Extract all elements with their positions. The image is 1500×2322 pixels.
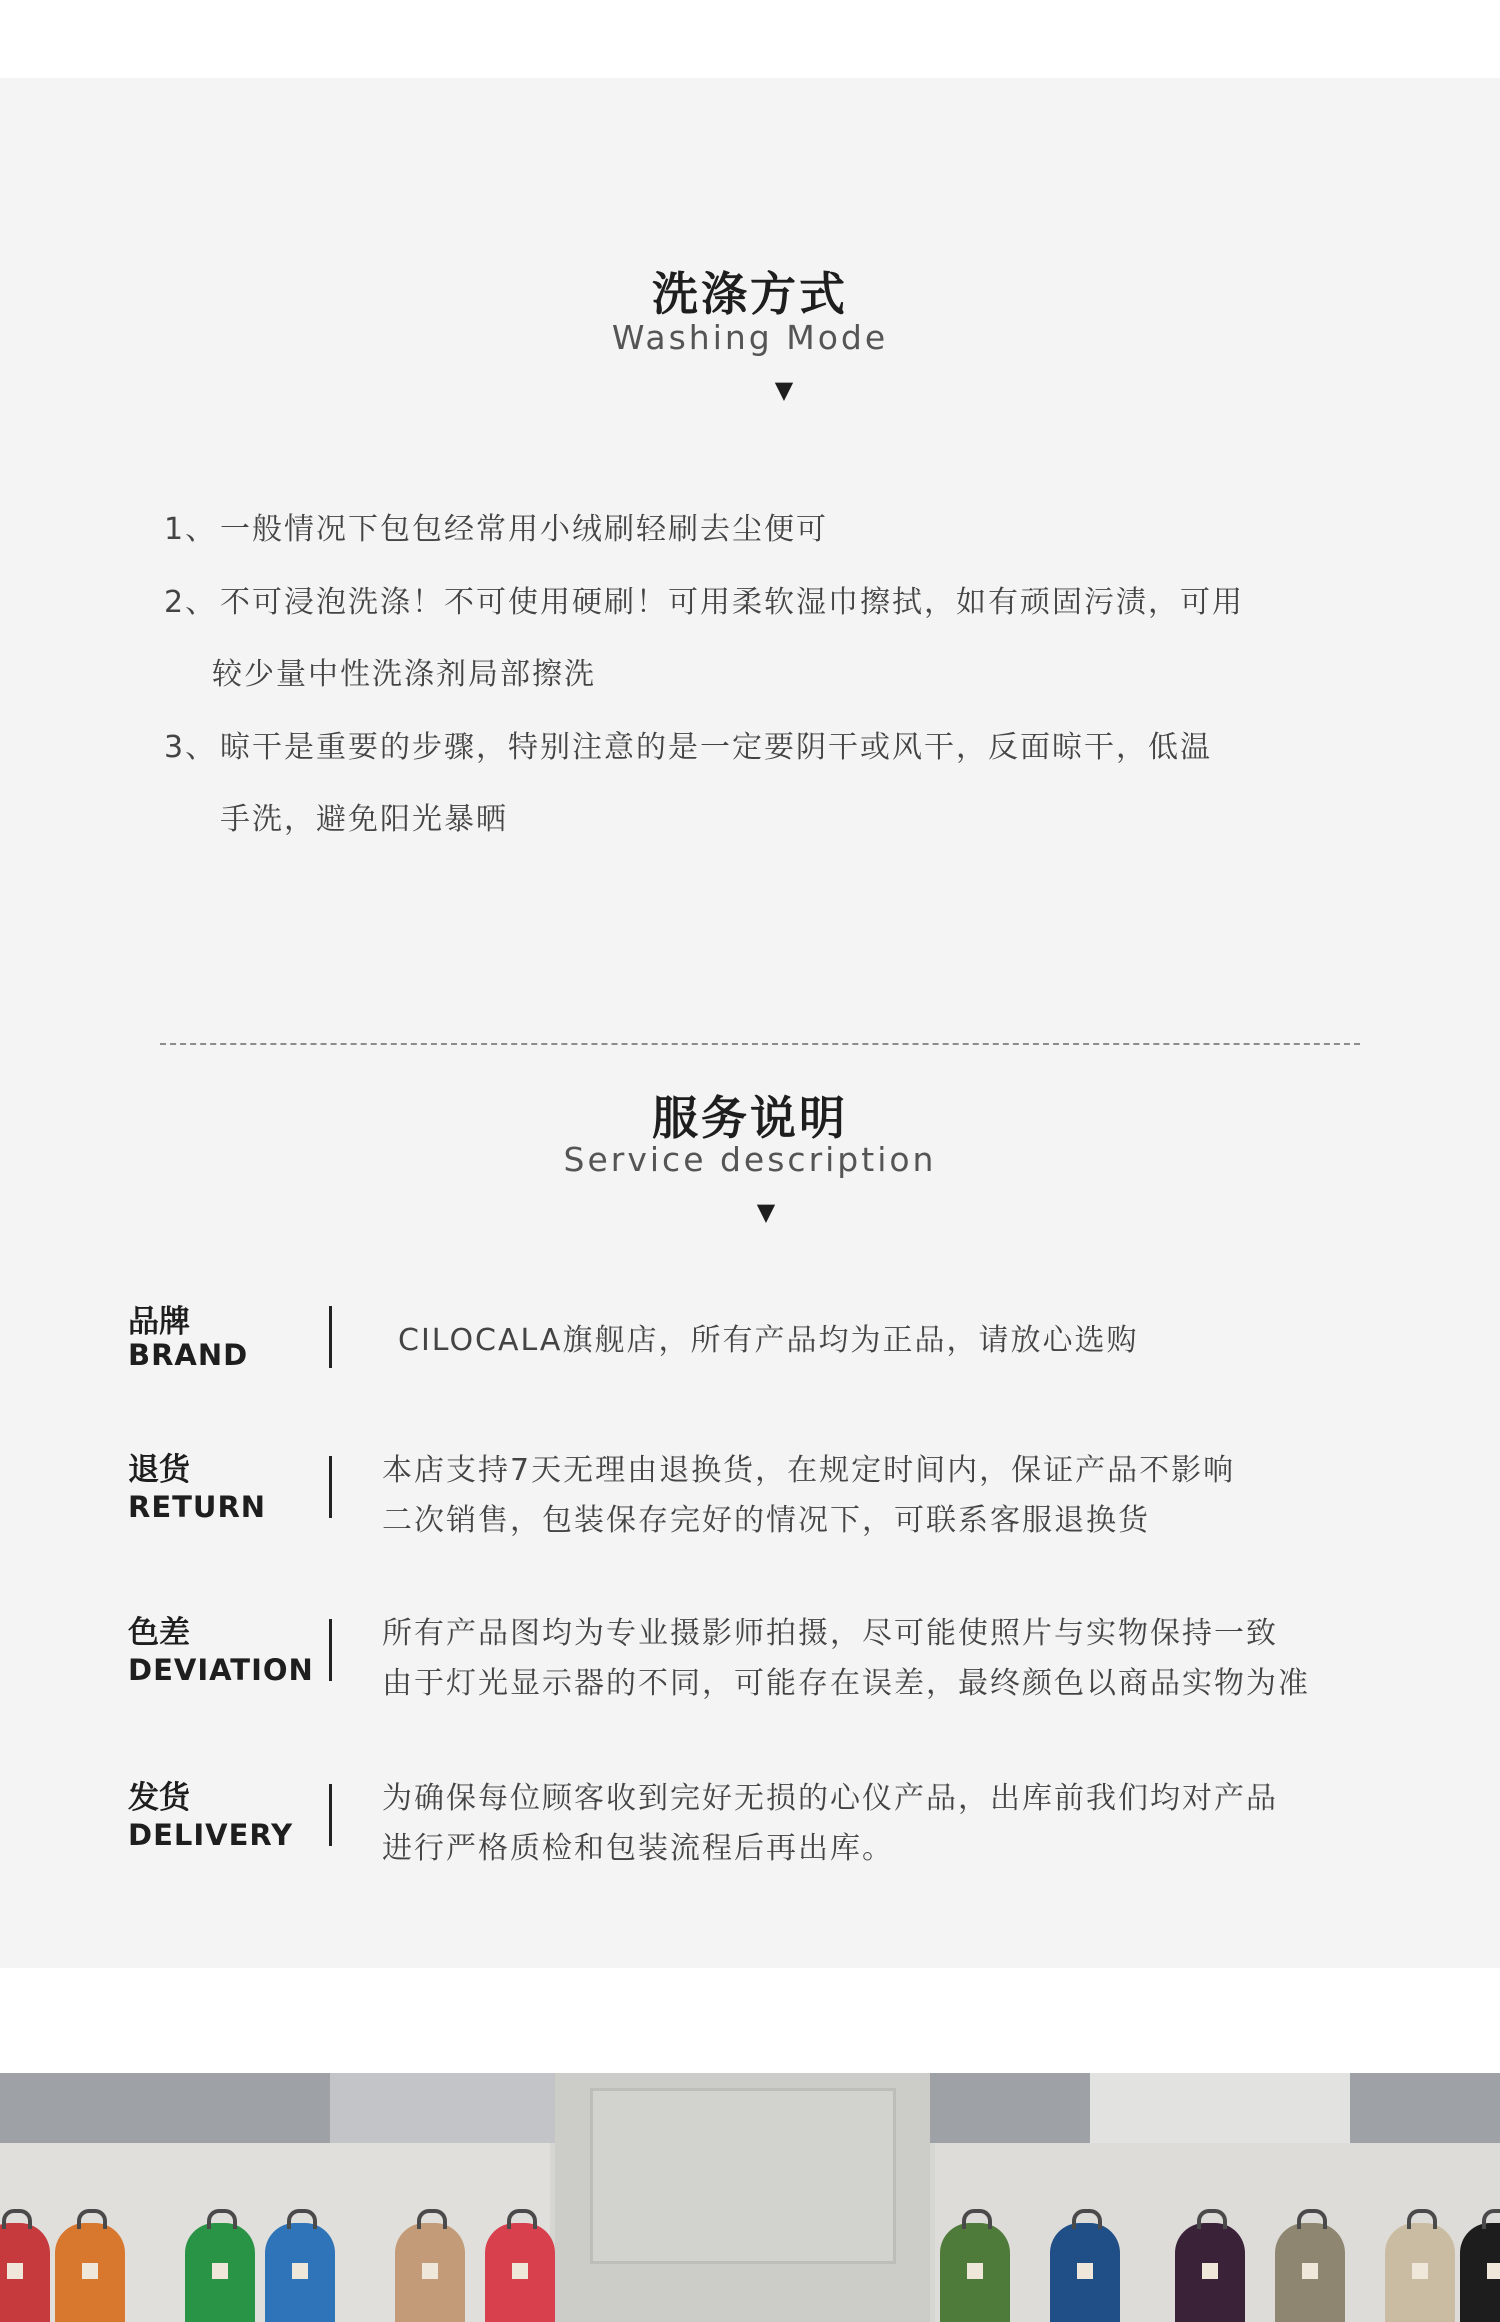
washing-title: 洗涤方式 [652,267,848,321]
backpack [1050,2223,1120,2322]
backpack-handle [207,2209,237,2229]
backpack [940,2223,1010,2322]
backpack [0,2223,50,2322]
backpack-label-patch [1077,2263,1093,2279]
washing-item-number: 2、 [164,585,218,620]
delivery-text-line-1: 为确保每位顾客收到完好无损的心仪产品，出库前我们均对产品 [382,1781,1278,1816]
photo-window-panel [330,2073,555,2143]
backpack [265,2223,335,2322]
deviation-label-zh: 色差 [128,1615,190,1651]
backpack-handle [962,2209,992,2229]
photo-wall-frame [590,2088,896,2264]
backpack [395,2223,465,2322]
return-label-en: RETURN [128,1490,267,1524]
washing-item-1 [164,504,828,548]
delivery-label-zh: 发货 [128,1780,190,1816]
backpack-handle [1072,2209,1102,2229]
washing-item-2-continued: 较少量中性洗涤剂局部擦洗 [212,657,596,692]
service-title: 服务说明 [652,1091,848,1145]
washing-item-text: 晾干是重要的步骤，特别注意的是一定要阴干或风干，反面晾干，低温 [220,730,1212,765]
backpack-label-patch [7,2263,23,2279]
washing-item-3 [164,722,1212,766]
info-panel [0,78,1500,1968]
backpack-handle [2,2209,32,2229]
washing-item-text: 不可浸泡洗涤！不可使用硬刷！可用柔软湿巾擦拭，如有顽固污渍，可用 [220,585,1244,620]
backpack-label-patch [967,2263,983,2279]
washing-item-number: 3、 [164,730,218,765]
backpack-handle [1197,2209,1227,2229]
backpack [55,2223,125,2322]
backpack-handle [1407,2209,1437,2229]
backpack-label-patch [1302,2263,1318,2279]
brand-label-zh: 品牌 [128,1304,190,1340]
washing-subtitle: Washing Mode [611,318,889,357]
washing-arrow-icon: ▼ [774,376,794,404]
deviation-text-line-2: 由于灯光显示器的不同，可能存在误差，最终颜色以商品实物为准 [382,1666,1310,1701]
service-arrow-icon: ▼ [756,1198,776,1226]
backpack-handle [417,2209,447,2229]
backpack-handle [507,2209,537,2229]
service-subtitle: Service description [563,1140,937,1179]
backpack-label-patch [1412,2263,1428,2279]
washing-item-number: 1、 [164,512,218,547]
backpack-label-patch [1202,2263,1218,2279]
backpack-handle [77,2209,107,2229]
white-gap-strip [0,1968,1500,2073]
backpack-label-patch [1487,2263,1500,2279]
return-text-line-1: 本店支持7天无理由退换货，在规定时间内，保证产品不影响 [382,1453,1236,1488]
backpack-label-patch [212,2263,228,2279]
backpack-label-patch [292,2263,308,2279]
delivery-text-line-2: 进行严格质检和包装流程后再出库。 [382,1831,894,1866]
brand-label-en: BRAND [128,1338,249,1372]
brand-text: CILOCALA旗舰店，所有产品均为正品，请放心选购 [398,1323,1139,1358]
return-label-zh: 退货 [128,1452,190,1488]
section-divider [160,1043,1360,1045]
backpack-handle [1482,2209,1500,2229]
backpack-label-patch [82,2263,98,2279]
brand-separator [329,1306,332,1368]
return-separator [329,1456,332,1518]
deviation-label-en: DEVIATION [128,1653,314,1687]
deviation-text-line-1: 所有产品图均为专业摄影师拍摄，尽可能使照片与实物保持一致 [382,1616,1278,1651]
backpack [1385,2223,1455,2322]
backpack-handle [1297,2209,1327,2229]
backpack-label-patch [512,2263,528,2279]
washing-item-2 [164,577,1244,621]
backpack [1175,2223,1245,2322]
delivery-separator [329,1784,332,1846]
photo-window-panel [1090,2073,1350,2143]
washing-item-text: 一般情况下包包经常用小绒刷轻刷去尘便可 [220,512,828,547]
return-text-line-2: 二次销售，包装保存完好的情况下，可联系客服退换货 [382,1503,1150,1538]
washing-item-3-continued: 手洗，避免阳光暴晒 [220,802,508,837]
backpack [185,2223,255,2322]
deviation-separator [329,1619,332,1681]
backpack [1275,2223,1345,2322]
backpack [1460,2223,1500,2322]
backpack-label-patch [422,2263,438,2279]
backpack-handle [287,2209,317,2229]
delivery-label-en: DELIVERY [128,1818,294,1852]
backpack [485,2223,555,2322]
top-white-strip [0,0,1500,78]
store-display-photo [0,2073,1500,2322]
